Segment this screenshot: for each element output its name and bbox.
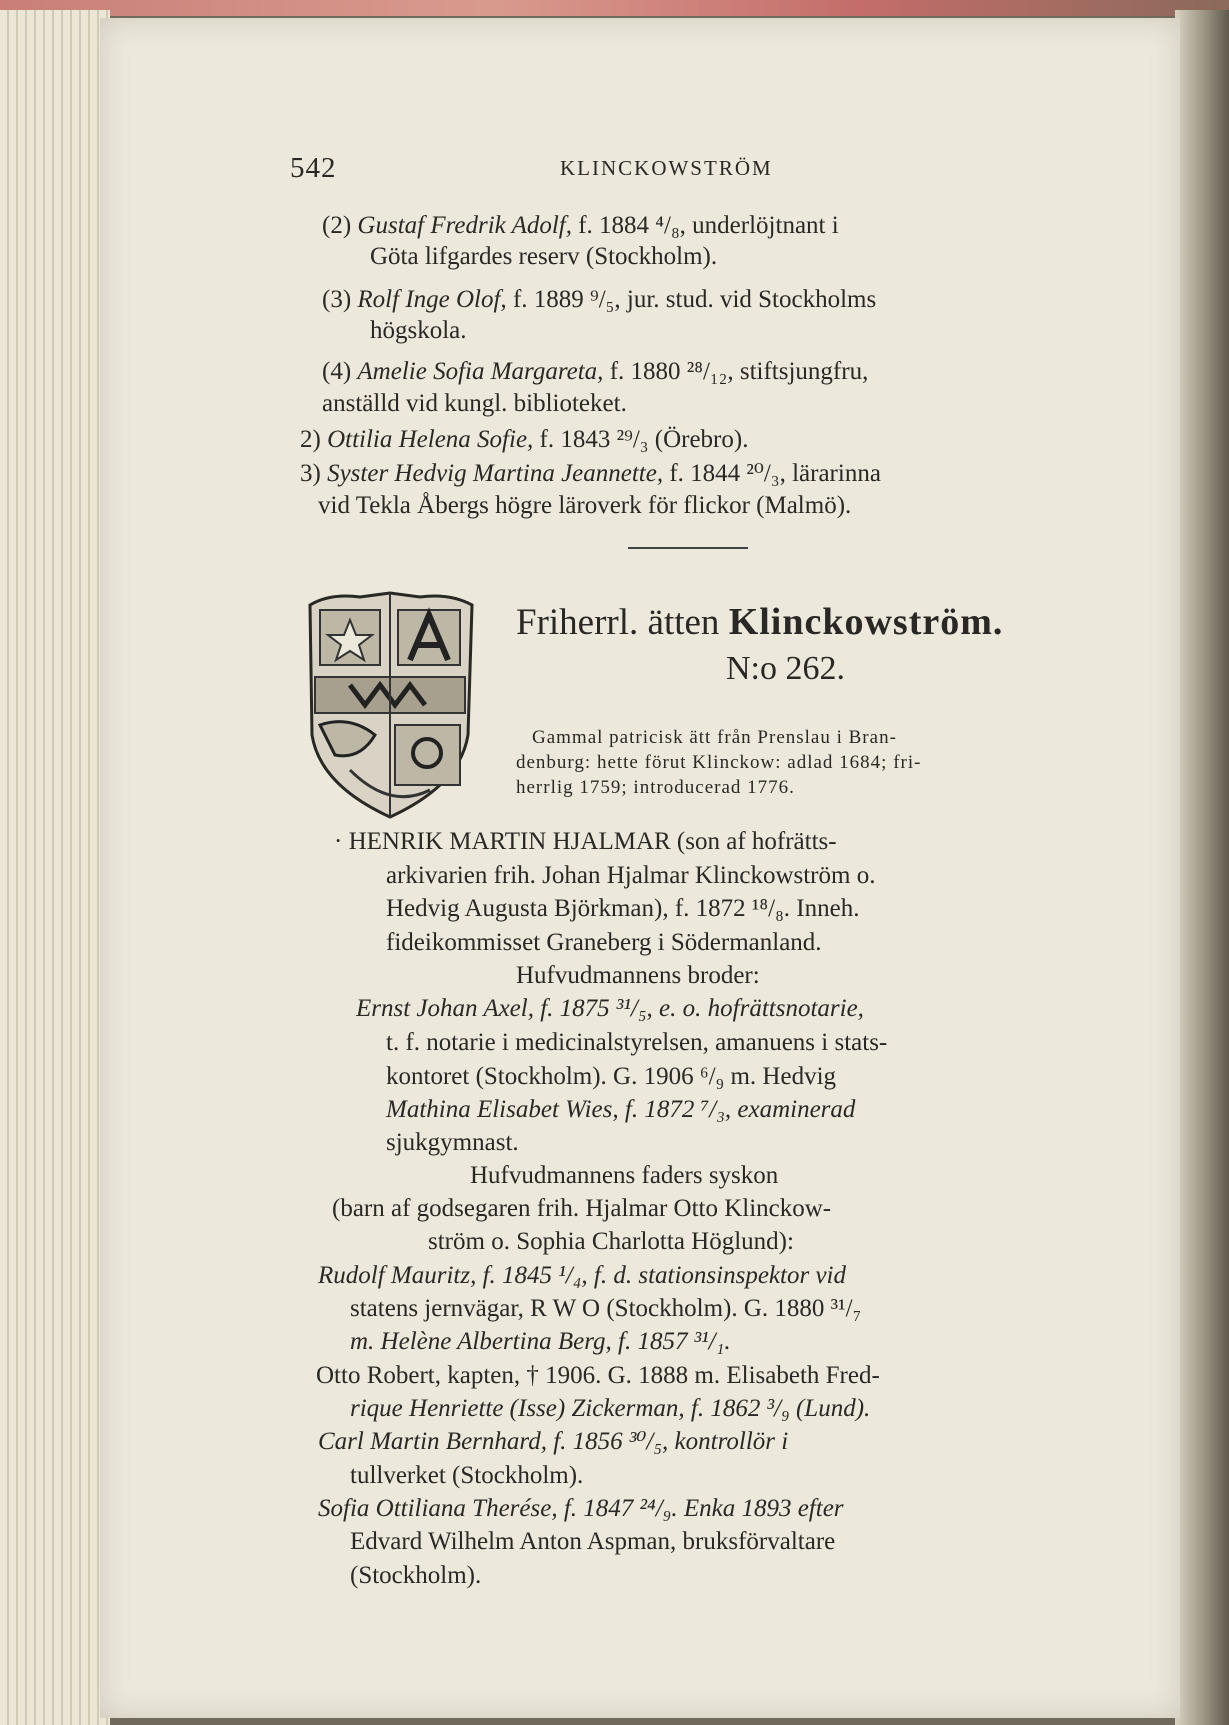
body-line: arkivarien frih. Johan Hjalmar Klinckowström o.	[386, 862, 876, 889]
body-line: Ernst Johan Axel, f. 1875 ³¹/₅, e. o. hofrättsnotarie,	[356, 995, 864, 1022]
entry-line: 2) Ottilia Helena Sofie, f. 1843 ²⁹/₃ (Örebro).	[300, 426, 749, 453]
subheading: Hufvudmannens broder:	[516, 962, 760, 989]
body-line: Hedvig Augusta Björkman), f. 1872 ¹⁸/₈. Inneh.	[386, 895, 860, 922]
body-line: fideikommisset Graneberg i Södermanland.	[386, 929, 822, 956]
section-number: N:o 262.	[726, 650, 845, 687]
body-line: Otto Robert, kapten, † 1906. G. 1888 m. Elisabeth Fred-	[316, 1362, 880, 1389]
coat-of-arms-icon	[290, 585, 490, 825]
book-page-stack	[0, 10, 110, 1725]
body-line: (barn af godsegaren frih. Hjalmar Otto Klinckow-	[332, 1195, 832, 1222]
subheading: Hufvudmannens faders syskon	[470, 1162, 779, 1189]
entry-line: anställd vid kungl. biblioteket.	[322, 390, 627, 417]
running-title: KLINCKOWSTRÖM	[560, 156, 773, 180]
section-title-prefix: Friherrl. ätten	[516, 602, 720, 643]
body-line: ström o. Sophia Charlotta Höglund):	[428, 1228, 794, 1255]
section-title	[516, 600, 1003, 644]
entry-line: högskola.	[370, 317, 467, 344]
entry-line: Göta lifgardes reserv (Stockholm).	[370, 243, 718, 270]
body-line: kontoret (Stockholm). G. 1906 ⁶/₉ m. Hedvig	[386, 1063, 837, 1090]
body-line: Rudolf Mauritz, f. 1845 ¹/₄, f. d. stationsinspektor vid	[318, 1262, 846, 1289]
section-description-line: herrlig 1759; introducerad 1776.	[516, 777, 795, 798]
body-line: · HENRIK MARTIN HJALMAR (son af hofrätts-	[334, 828, 837, 855]
body-line: Mathina Elisabet Wies, f. 1872 ⁷/₃, examinerad	[386, 1096, 856, 1123]
entry-line: (3) Rolf Inge Olof, f. 1889 ⁹/₅, jur. stud. vid Stockholms	[322, 286, 877, 313]
body-line: Carl Martin Bernhard, f. 1856 ³⁰/₅, kontrollör i	[318, 1428, 789, 1455]
body-line: tullverket (Stockholm).	[350, 1462, 584, 1489]
entry-line: (4) Amelie Sofia Margareta, f. 1880 ²⁸/₁₂, stiftsjungfru,	[322, 358, 869, 385]
body-line: t. f. notarie i medicinalstyrelsen, amanuens i stats-	[386, 1029, 888, 1056]
body-line: statens jernvägar, R W O (Stockholm). G. 1880 ³¹/₇	[350, 1295, 862, 1322]
section-description-line: denburg: hette förut Klinckow: adlad 1684; fri-	[516, 752, 922, 773]
entry-line: vid Tekla Åbergs högre läroverk för flickor (Malmö).	[318, 492, 852, 519]
entry-line: (2) Gustaf Fredrik Adolf, f. 1884 ⁴/₈, underlöjtnant i	[322, 212, 839, 239]
body-line: Edvard Wilhelm Anton Aspman, bruksförvaltare	[350, 1528, 836, 1555]
section-family-name: Klinckowström.	[728, 601, 1004, 643]
body-line: m. Helène Albertina Berg, f. 1857 ³¹/₁.	[350, 1328, 731, 1355]
section-description-line: Gammal patricisk ätt från Prenslau i Bran-	[532, 727, 897, 748]
book-top-edge	[0, 0, 1229, 16]
body-line: Sofia Ottiliana Therése, f. 1847 ²⁴/₉. Enka 1893 efter	[318, 1495, 844, 1522]
section-divider	[628, 547, 748, 549]
entry-line: 3) Syster Hedvig Martina Jeannette, f. 1844 ²⁰/₃, lärarinna	[300, 460, 881, 487]
body-line: sjukgymnast.	[386, 1129, 519, 1156]
book-right-edge	[1175, 10, 1229, 1725]
page-header	[290, 152, 1070, 186]
body-line: (Stockholm).	[350, 1562, 482, 1589]
body-line: rique Henriette (Isse) Zickerman, f. 1862 ³/₉ (Lund).	[350, 1395, 871, 1422]
page-number: 542	[290, 152, 337, 184]
